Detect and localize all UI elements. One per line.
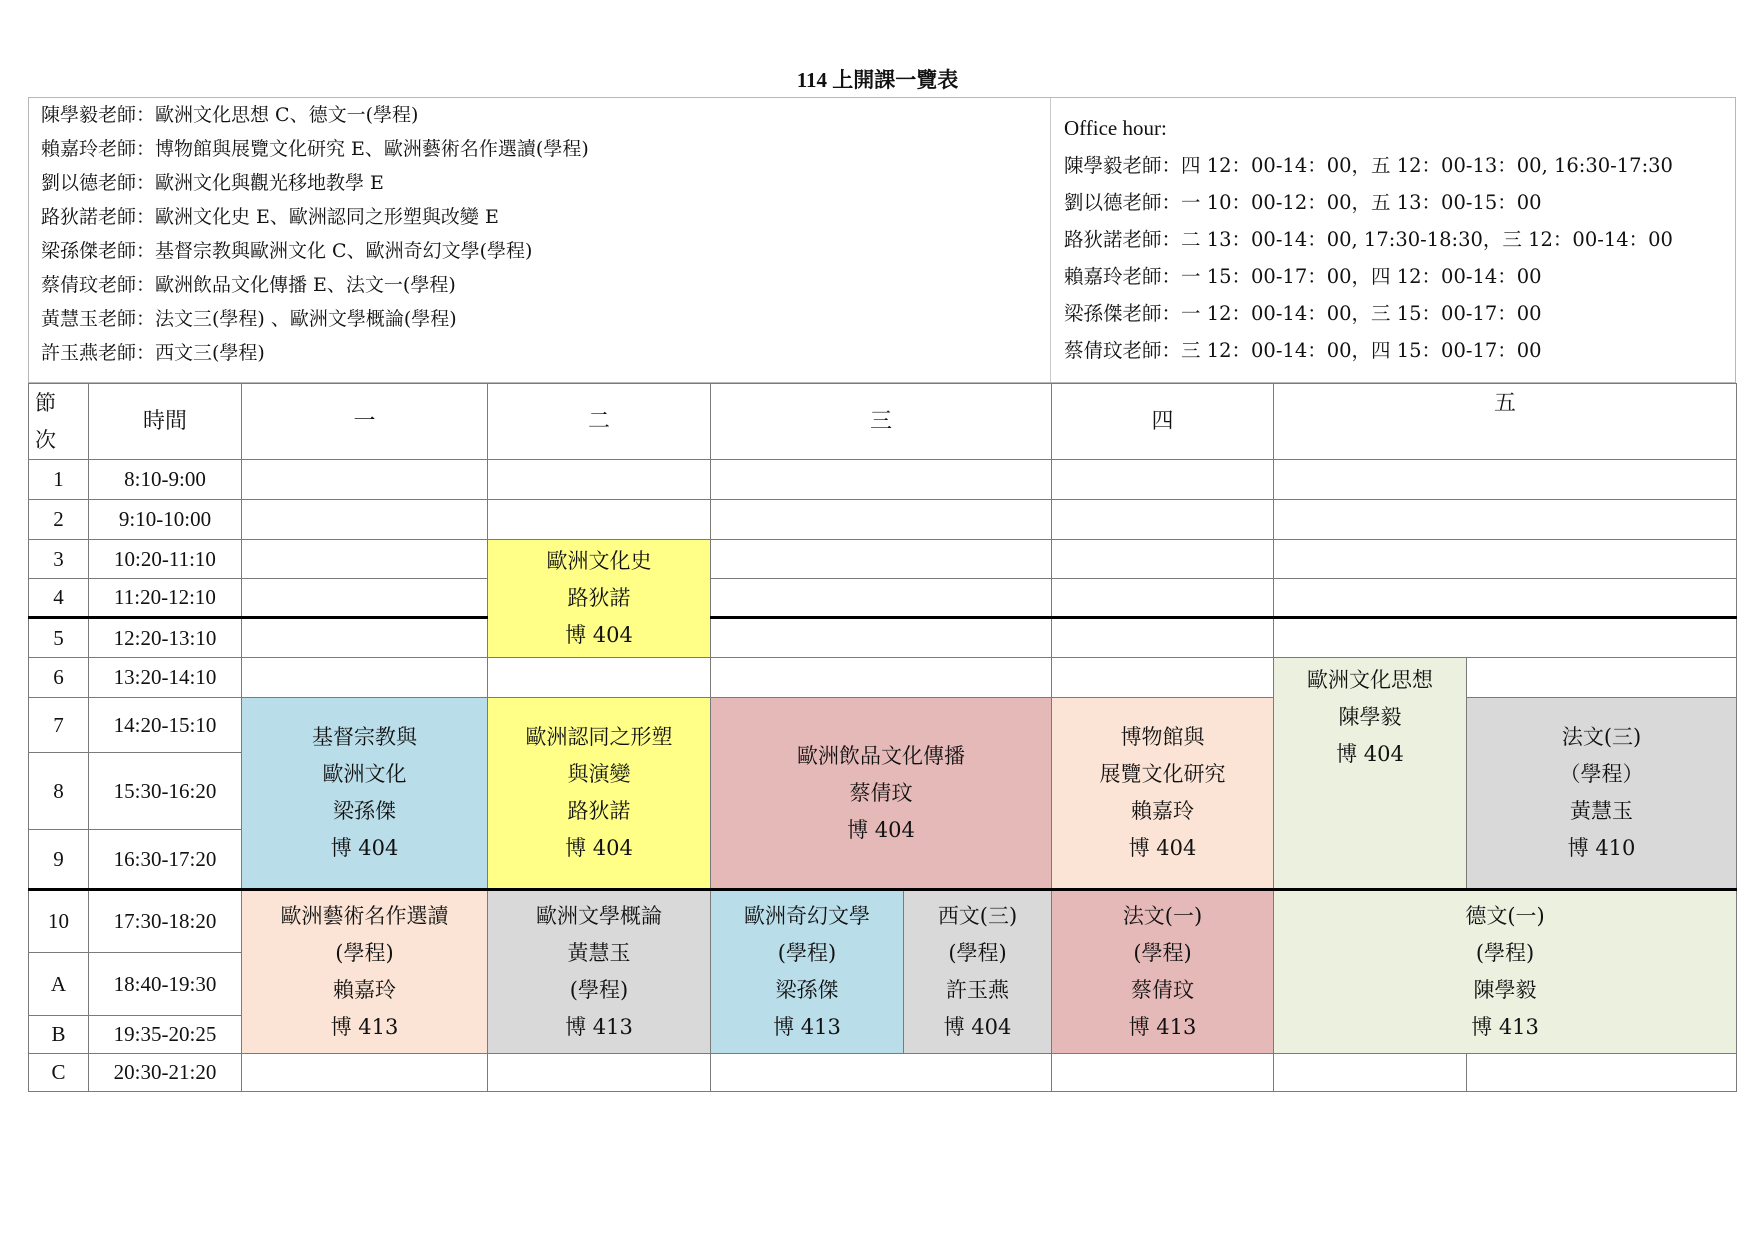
course-program: (學程): [777, 941, 837, 965]
empty-cell: [711, 1054, 1052, 1092]
period-time: 16:30-17:20: [89, 830, 242, 890]
period-number: B: [29, 1016, 89, 1054]
course-room: 博 413: [1128, 1015, 1197, 1039]
empty-cell: [1052, 540, 1274, 579]
page-title: 114 上開課一覽表: [796, 68, 959, 92]
course-room: 博 410: [1567, 836, 1636, 860]
empty-cell: [1052, 1054, 1274, 1092]
period-number: 8: [29, 753, 89, 830]
header-day-fri: 五: [1274, 384, 1737, 460]
course-title: 歐洲藝術名作選讀: [280, 904, 449, 928]
period-number: 9: [29, 830, 89, 890]
period-row: [29, 658, 1737, 698]
empty-cell: [711, 540, 1052, 579]
teacher-line: 黃慧玉老師：法文三(學程) 、歐洲文學概論(學程): [41, 308, 457, 330]
course-teacher: 黃慧玉: [1570, 799, 1634, 823]
teacher-line: 劉以德老師：歐洲文化與觀光移地教學 E: [41, 172, 384, 194]
course-teacher: 梁孫傑: [333, 799, 396, 823]
course-german-one[interactable]: [1274, 890, 1737, 1054]
period-row: [29, 460, 1737, 500]
empty-cell: [1052, 618, 1274, 658]
office-hour-line: 路狄諾老師：二 13：00-14：00, 17:30-18:30，三 12：00-14：00: [1064, 228, 1673, 251]
period-time: 14:20-15:10: [89, 698, 242, 753]
course-title: 歐洲文化思想: [1307, 668, 1434, 692]
course-european-identity[interactable]: [488, 698, 711, 890]
course-program: (學程): [948, 941, 1007, 965]
course-teacher: 許玉燕: [946, 978, 1009, 1002]
office-hour-line: 蔡倩玟老師：三 12：00-14：00，四 15：00-17：00: [1064, 339, 1542, 362]
empty-cell: [242, 579, 488, 618]
period-number: C: [29, 1054, 89, 1092]
course-teacher: 陳學毅: [1473, 978, 1537, 1002]
empty-cell: [242, 460, 488, 500]
course-room: 博 404: [1336, 742, 1404, 766]
empty-cell: [1274, 1054, 1467, 1092]
course-title: 基督宗教與: [312, 725, 417, 749]
period-time: 15:30-16:20: [89, 753, 242, 830]
course-teacher: 蔡倩玟: [849, 780, 913, 805]
course-room: 博 413: [565, 1015, 633, 1039]
course-teacher: 賴嘉玲: [333, 978, 396, 1002]
teacher-line: 蔡倩玟老師：歐洲飲品文化傳播 E、法文一(學程): [41, 274, 456, 296]
course-title: 歐洲飲品文化傳播: [797, 743, 965, 768]
empty-cell: [1274, 500, 1737, 540]
period-row: [29, 540, 1737, 579]
course-title: 西文(三): [937, 904, 1018, 928]
teacher-line: 許玉燕老師：西文三(學程): [41, 342, 265, 364]
empty-cell: [242, 500, 488, 540]
header-day-tue: 二: [488, 384, 711, 460]
period-time: 12:20-13:10: [89, 618, 242, 658]
period-number: 3: [29, 540, 89, 579]
info-divider: [1050, 98, 1051, 382]
course-teacher: 賴嘉玲: [1131, 799, 1195, 823]
header-day-mon: 一: [242, 384, 488, 460]
course-room: 博 404: [330, 836, 399, 860]
empty-cell: [711, 579, 1052, 618]
course-teacher: 梁孫傑: [775, 978, 839, 1002]
course-teacher: 陳學毅: [1338, 705, 1402, 729]
empty-cell: [1467, 658, 1737, 698]
course-literature-intro[interactable]: [488, 890, 711, 1054]
period-number: A: [29, 953, 89, 1016]
course-room: 博 404: [565, 623, 633, 647]
teacher-line: 梁孫傑老師：基督宗教與歐洲文化 C、歐洲奇幻文學(學程): [41, 240, 533, 262]
header-time: 時間: [89, 384, 242, 460]
period-row: [29, 698, 1737, 753]
empty-cell: [488, 460, 711, 500]
teacher-line: 路狄諾老師：歐洲文化史 E、歐洲認同之形塑與改變 E: [41, 206, 499, 228]
schedule-table: [28, 383, 1737, 1092]
period-time: 13:20-14:10: [89, 658, 242, 698]
course-teacher: 路狄諾: [567, 799, 631, 823]
course-room: 博 404: [847, 817, 915, 842]
empty-cell: [711, 460, 1052, 500]
course-room: 博 404: [1128, 836, 1197, 860]
course-french-three[interactable]: [1467, 698, 1737, 890]
teacher-line: 賴嘉玲老師：博物館與展覽文化研究 E、歐洲藝術名作選讀(學程): [41, 138, 589, 160]
teacher-line: 陳學毅老師：歐洲文化思想 C、德文一(學程): [41, 104, 419, 126]
header-period: 節 次: [29, 384, 89, 460]
header-day-wed: 三: [711, 384, 1052, 460]
course-room: 博 404: [943, 1015, 1012, 1039]
period-row: [29, 618, 1737, 658]
course-room: 博 413: [1471, 1015, 1539, 1039]
office-hour-line: 陳學毅老師：四 12：00-14：00，五 12：00-13：00, 16:30-17:30: [1064, 154, 1673, 177]
course-title: 歐洲文學概論: [536, 904, 662, 928]
period-number: 5: [29, 618, 89, 658]
empty-cell: [711, 658, 1052, 698]
empty-cell: [242, 618, 488, 658]
course-room: 博 413: [773, 1015, 841, 1039]
office-hour-line: 劉以德老師：一 10：00-12：00，五 13：00-15：00: [1064, 191, 1542, 214]
period-time: 19:35-20:25: [89, 1016, 242, 1054]
course-title: 歐洲認同之形塑: [525, 725, 673, 749]
course-title: 歐洲奇幻文學: [744, 904, 870, 928]
empty-cell: [242, 658, 488, 698]
header-row: [29, 384, 1737, 460]
empty-cell: [711, 618, 1052, 658]
course-program: (學程): [569, 978, 629, 1002]
empty-cell: [711, 500, 1052, 540]
empty-cell: [1274, 579, 1737, 618]
empty-cell: [1274, 540, 1737, 579]
period-number: 4: [29, 579, 89, 618]
period-number: 2: [29, 500, 89, 540]
course-christianity-culture[interactable]: [242, 698, 488, 890]
course-program: (學程): [1475, 941, 1535, 965]
period-number: 10: [29, 890, 89, 953]
period-time: 11:20-12:10: [89, 579, 242, 618]
course-teacher: 黃慧玉: [567, 941, 631, 965]
course-spanish-three[interactable]: [904, 890, 1052, 1054]
course-title: 法文(三): [1561, 725, 1642, 749]
course-art-masterpieces[interactable]: [242, 890, 488, 1054]
course-program: （學程）: [1559, 762, 1644, 786]
course-teacher: 蔡倩玟: [1131, 978, 1195, 1002]
period-time: 9:10-10:00: [89, 500, 242, 540]
period-time: 17:30-18:20: [89, 890, 242, 953]
course-title: 歐洲文化: [322, 762, 407, 786]
header-day-thu: 四: [1052, 384, 1274, 460]
course-title: 歐洲文化史: [546, 549, 652, 573]
course-beverage-culture[interactable]: [711, 698, 1052, 890]
course-fantasy-literature[interactable]: [711, 890, 904, 1054]
course-teacher: 路狄諾: [567, 586, 631, 610]
period-time: 20:30-21:20: [89, 1054, 242, 1092]
course-museum-studies[interactable]: [1052, 698, 1274, 890]
empty-cell: [1274, 460, 1737, 500]
period-row: [29, 579, 1737, 618]
course-program: (學程): [1133, 941, 1192, 965]
period-time: 18:40-19:30: [89, 953, 242, 1016]
course-title: 展覽文化研究: [1099, 762, 1226, 786]
empty-cell: [1052, 500, 1274, 540]
empty-cell: [1467, 1054, 1737, 1092]
course-title: 法文(一): [1122, 904, 1203, 928]
empty-cell: [1052, 658, 1274, 698]
course-program: (學程): [335, 941, 394, 965]
office-hour-line: 梁孫傑老師：一 12：00-14：00，三 15：00-17：00: [1064, 302, 1542, 325]
course-room: 博 413: [330, 1015, 399, 1039]
empty-cell: [242, 1054, 488, 1092]
info-box: [28, 97, 1736, 383]
empty-cell: [488, 658, 711, 698]
period-time: 8:10-9:00: [89, 460, 242, 500]
office-hour-label: Office hour:: [1064, 116, 1167, 140]
empty-cell: [1052, 579, 1274, 618]
empty-cell: [1052, 460, 1274, 500]
course-european-cultural-history[interactable]: [488, 540, 711, 658]
course-title: 德文(一): [1465, 904, 1545, 928]
course-french-one[interactable]: [1052, 890, 1274, 1054]
empty-cell: [242, 540, 488, 579]
period-number: 1: [29, 460, 89, 500]
office-hour-list: [1064, 114, 1673, 374]
period-time: 10:20-11:10: [89, 540, 242, 579]
period-row: [29, 500, 1737, 540]
empty-cell: [488, 1054, 711, 1092]
office-hour-line: 賴嘉玲老師：一 15：00-17：00，四 12：00-14：00: [1064, 265, 1542, 288]
period-number: 6: [29, 658, 89, 698]
course-european-thought[interactable]: [1274, 658, 1467, 890]
empty-cell: [488, 500, 711, 540]
teacher-course-list: [41, 104, 589, 376]
course-title: 與演變: [567, 762, 631, 786]
course-title: 博物館與: [1120, 725, 1205, 749]
empty-cell: [1274, 618, 1737, 658]
period-row: [29, 1054, 1737, 1092]
period-row: [29, 890, 1737, 953]
course-room: 博 404: [565, 836, 633, 860]
period-number: 7: [29, 698, 89, 753]
